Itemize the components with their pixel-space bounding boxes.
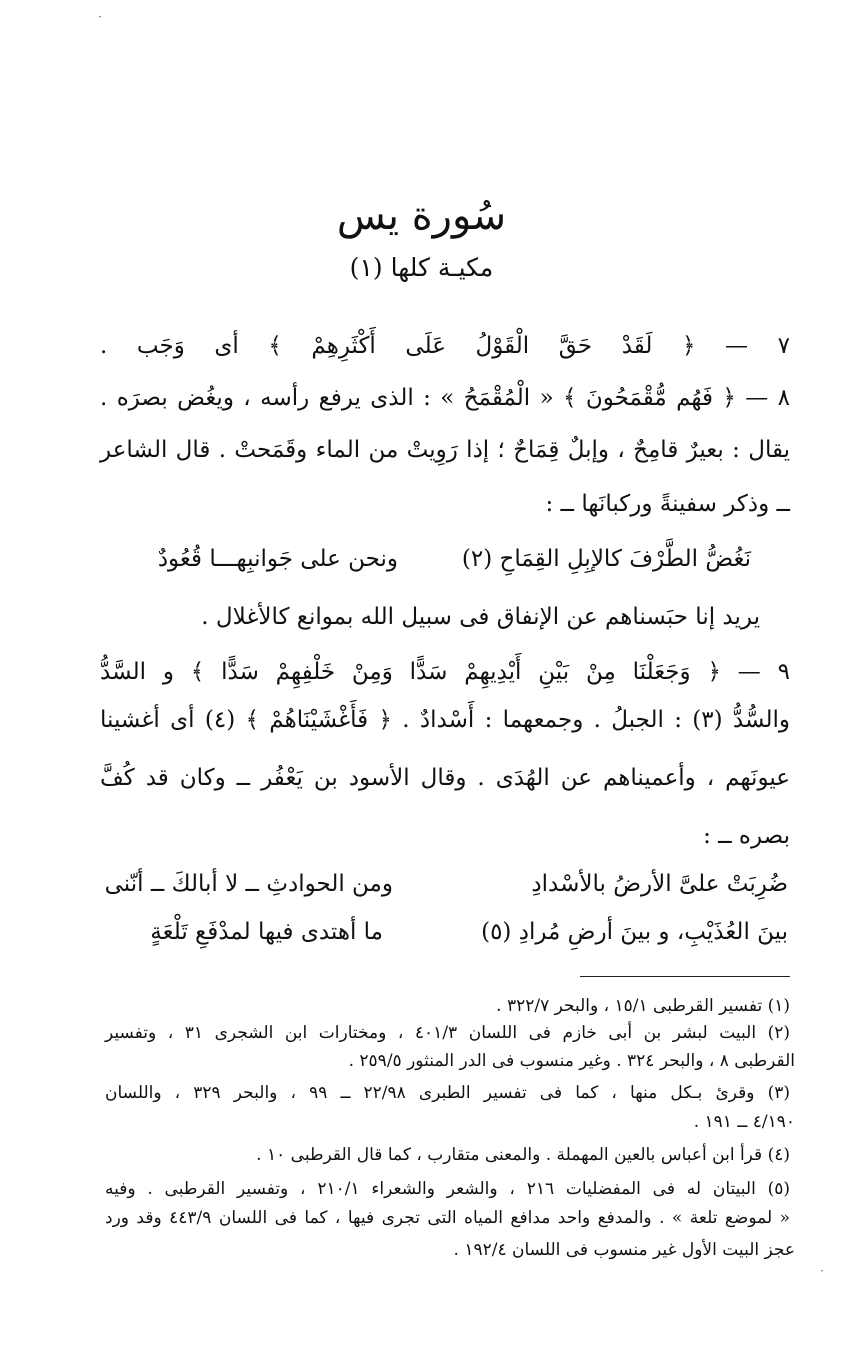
body-line-verse-7: ٧ — ﴿ لَقَدْ حَقَّ الْقَوْلُ عَلَى أَكْثَرِهِمْ ﴾ أى وَجَب .	[100, 333, 790, 359]
body-line: بصره ــ :	[703, 823, 790, 849]
body-line: يريد إنا حبَسناهم عن الإنفاق فى سبيل الله بموانع كالأغلال .	[201, 604, 760, 630]
footnote-2: (٢) البيت لبشر بن أبى خازم فى اللسان ٤٠١/٣ ، ومختارات ابن الشجرى ٣١ ، وتفسير	[105, 1023, 791, 1043]
body-line: ــ وذكر سفينةً وركبانَها ــ :	[545, 491, 790, 517]
footnote-2-cont: القرطبى ٨ ، والبحر ٣٢٤ . وغير منسوب فى الدر المنثور ٢٥٩/٥ .	[348, 1051, 795, 1071]
scan-speck: ·	[820, 1264, 824, 1278]
body-line-verse-9: ٩ — ﴿ وَجَعَلْنَا مِنْ بَيْنِ أَيْدِيهِمْ سَدًّا وَمِنْ خَلْفِهِمْ سَدًّا ﴾ و السَّدُّ	[100, 659, 790, 685]
scan-speck: ·	[98, 10, 102, 24]
footnote-divider	[580, 976, 790, 977]
footnote-4: (٤) قرأ ابن أعباس بالعين المهملة . والمعنى متقارب ، كما قال القرطبى ١٠ .	[256, 1145, 790, 1165]
poem-hemistich-second: ومن الحوادثِ ــ لا أبالكَ ــ أنّنى	[104, 871, 393, 897]
footnote-5-cont: « لموضع تلعة » . والمدفع واحد مدافع المياه التى تجرى فيها ، كما فى اللسان ٤٤٣/٩ وقد ورد	[105, 1208, 790, 1228]
poem-hemistich-first: ضُرِبَتْ علىَّ الأرضُ بالأسْدادِ	[531, 871, 788, 897]
poem-hemistich-second: ونحن على جَوانبِهـــا قُعُودٌ	[157, 546, 398, 572]
poem-hemistich-first: نَغُضُّ الطَّرْفَ كالإبِلِ القِمَاحِ (٢)	[461, 546, 751, 572]
body-line: عيونَهم ، وأعميناهم عن الهُدَى . وقال الأسود بن يَعْفُر ــ وكان قد كُفَّ	[100, 765, 790, 791]
poem-hemistich-first: بينَ العُذَيْبِ، و بينَ أرضِ مُرادِ (٥)	[481, 919, 788, 945]
body-line: والسُّدُّ (٣) : الجبلُ . وجمعهما : أَسْدادٌ . ﴿ فَأَغْشَيْنَاهُمْ ﴾ (٤) أى أغشينا	[100, 707, 790, 733]
body-line: يقال : بعيرٌ قامِحٌ ، وإبلٌ قِمَاحٌ ؛ إذا رَوِيتْ من الماء وقَمَحتْ . قال الشاعر	[100, 437, 790, 463]
body-line-verse-8: ٨ — ﴿ فَهُم مُّقْمَحُونَ ﴾ « الْمُقْمَحُ » : الذى يرفع رأسه ، ويغُض بصرَه .	[100, 385, 790, 411]
surah-subtitle: مكيـة كلها (١)	[349, 253, 494, 282]
footnote-1: (١) تفسير القرطبى ١٥/١ ، والبحر ٣٢٢/٧ .	[496, 996, 790, 1016]
surah-title: سُورة يس	[336, 193, 507, 239]
footnote-5: (٥) البيتان له فى المفضليات ٢١٦ ، والشعر والشعراء ٢١٠/١ ، وتفسير القرطبى . وفيه	[105, 1179, 791, 1199]
footnote-3-cont: ٤/١٩٠ ــ ١٩١ .	[693, 1112, 795, 1132]
footnote-5-cont: عجز البيت الأول غير منسوب فى اللسان ١٩٢/٤ .	[453, 1240, 795, 1260]
footnote-3: (٣) وقرئ بـكل منها ، كما فى تفسير الطبرى ٢٢/٩٨ ــ ٩٩ ، والبحر ٣٢٩ ، واللسان	[105, 1083, 790, 1103]
poem-hemistich-second: ما أهتدى فيها لمدْفَعِ تَلْعَةٍ	[150, 919, 383, 945]
